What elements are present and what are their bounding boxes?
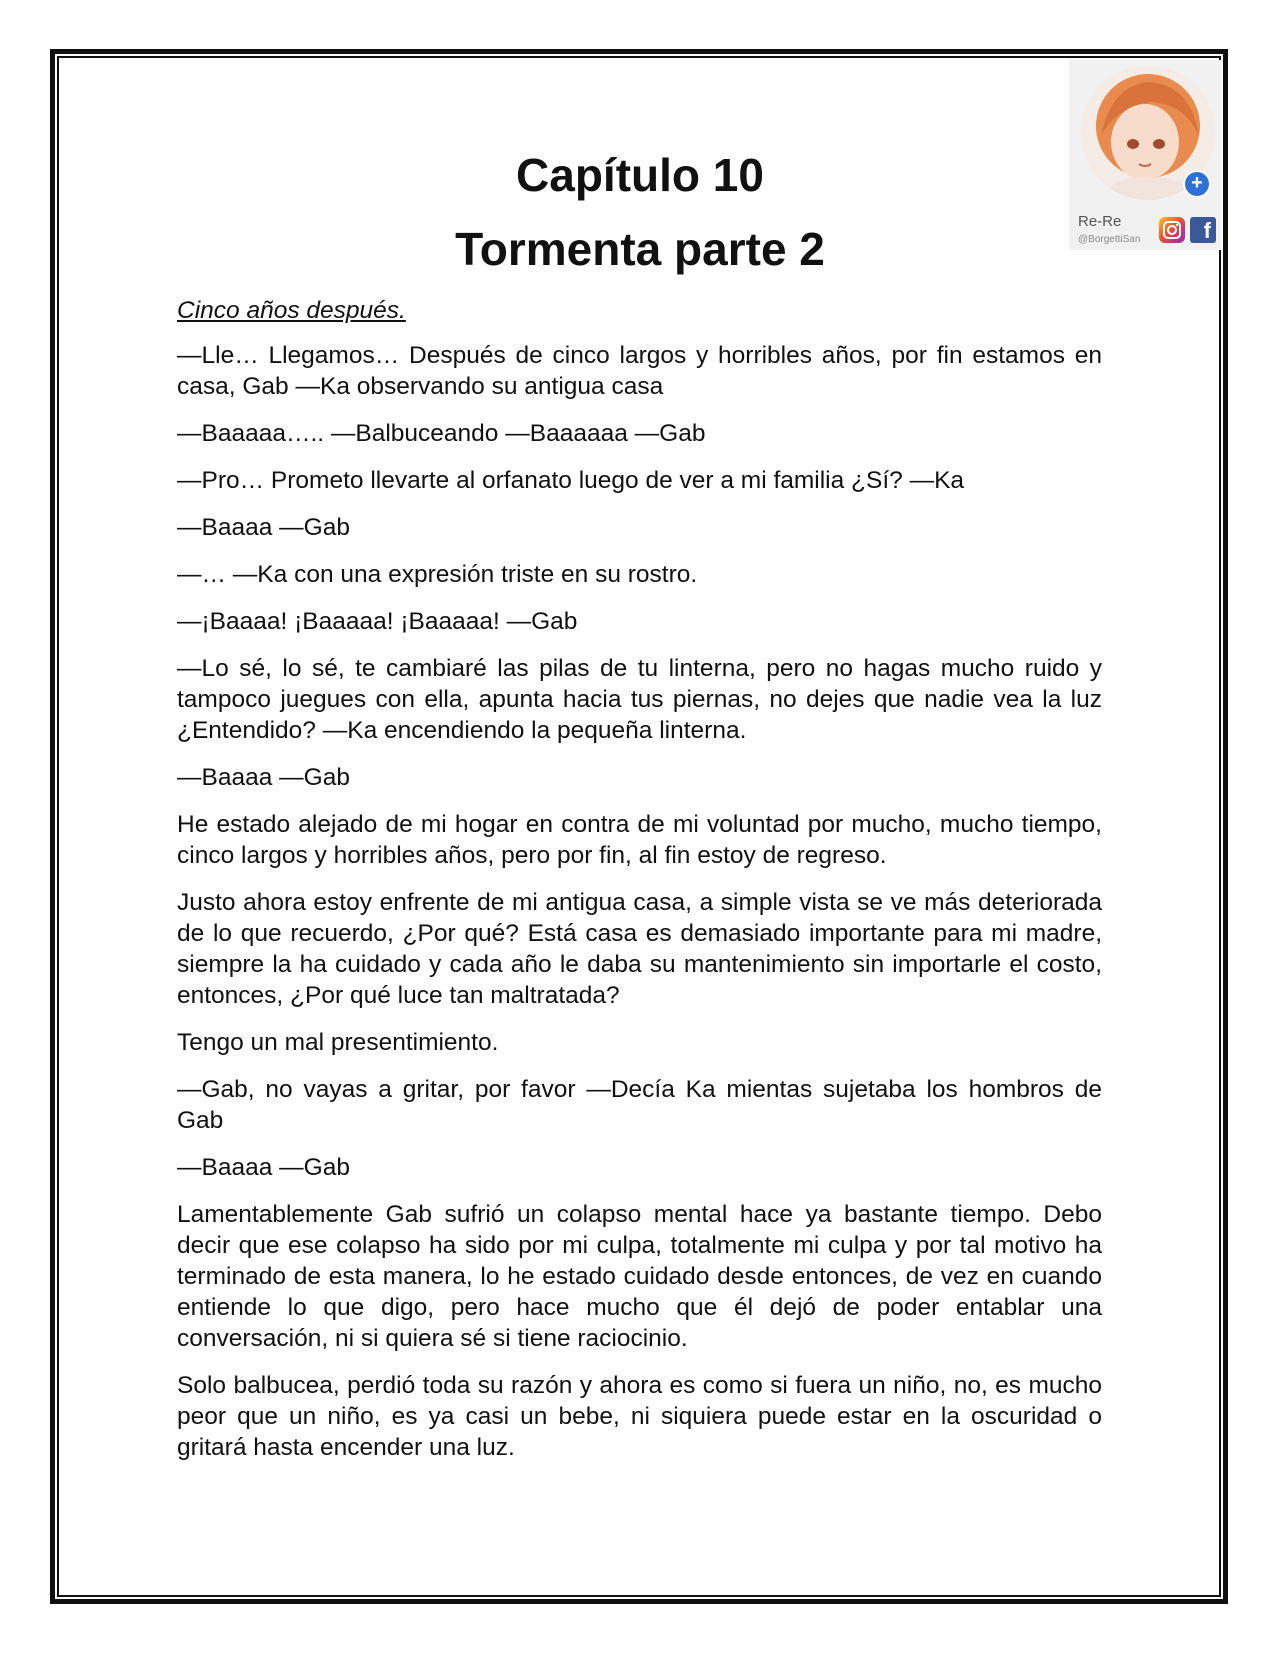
paragraph: —… —Ka con una expresión triste en su rostro. (177, 561, 698, 588)
paragraph: —Baaaa —Gab (177, 1154, 350, 1181)
paragraph: He estado alejado de mi hogar en contra de mi voluntad por mucho, mucho tiempo, cinco largos y horribles años, pero por fin, al fin estoy de regreso. (177, 811, 1102, 869)
paragraph: —Baaaa —Gab (177, 514, 350, 541)
facebook-icon[interactable]: f (1190, 217, 1216, 243)
paragraph: —Baaaa —Gab (177, 764, 350, 791)
chapter-title: Capítulo 10 (516, 149, 764, 201)
paragraph: Justo ahora estoy enfrente de mi antigua casa, a simple vista se ve más deteriorada de lo que recuerdo, ¿Por qué? Está casa es demasiado importante para mi madre, siempre la ha cuidado y cada año le daba su mantenimiento sin importarle el costo, entonces, ¿Por qué luce tan maltratada? (177, 889, 1102, 1009)
chapter-body (177, 295, 1102, 1479)
paragraph: Tengo un mal presentimiento. (177, 1029, 499, 1056)
paragraph: —Pro… Prometo llevarte al orfanato luego de ver a mi familia ¿Sí? —Ka (177, 467, 965, 494)
profile-name: Re-Re (1078, 213, 1122, 230)
paragraph: Solo balbucea, perdió toda su razón y ahora es como si fuera un niño, no, es mucho peor que un niño, es ya casi un bebe, ni siquiera puede estar en la oscuridad o gritará hasta encender una luz. (177, 1372, 1102, 1461)
profile-card[interactable] (1069, 60, 1221, 250)
follow-plus-icon[interactable]: + (1183, 170, 1211, 198)
paragraph: —Gab, no vayas a gritar, por favor —Decía Ka mientas sujetaba los hombros de Gab (177, 1076, 1102, 1134)
paragraph: —Lo sé, lo sé, te cambiaré las pilas de tu linterna, pero no hagas mucho ruido y tampoco juegues con ella, apunta hacia tus piernas, no dejes que nadie vea la luz ¿Entendido? —Ka encendiendo la pequeña linterna. (177, 655, 1102, 744)
paragraph: —Baaaaa….. —Balbuceando —Baaaaaa —Gab (177, 420, 706, 447)
instagram-icon[interactable] (1159, 217, 1185, 243)
time-skip-heading: Cinco años después. (177, 297, 406, 324)
instagram-glyph (1159, 217, 1185, 243)
chapter-subtitle: Tormenta parte 2 (455, 223, 825, 275)
paragraph: —¡Baaaa! ¡Baaaaa! ¡Baaaaa! —Gab (177, 608, 578, 635)
profile-handle: @BorgettiSan (1078, 234, 1141, 245)
paragraph: —Lle… Llegamos… Después de cinco largos y horribles años, por fin estamos en casa, Gab —Ka observando su antigua casa (177, 342, 1102, 400)
paragraph: Lamentablemente Gab sufrió un colapso mental hace ya bastante tiempo. Debo decir que ese colapso ha sido por mi culpa, totalmente mi culpa y por tal motivo ha terminado de esta manera, lo he estado cuidado desde entonces, de vez en cuando entiende lo que digo, pero hace mucho que él dejó de poder entablar una conversación, ni si quiera sé si tiene raciocinio. (177, 1201, 1102, 1352)
